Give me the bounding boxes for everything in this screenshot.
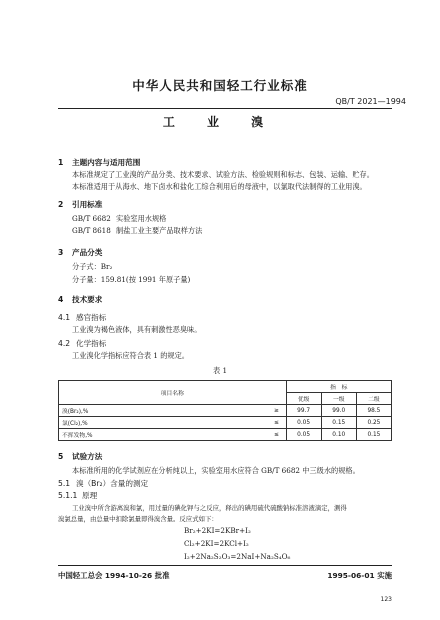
row-operator: ≤ [268,417,287,429]
reaction-equation: I₂+2Na₂S₂O₃=2NaI+Na₂S₄O₆ [184,552,291,561]
document-title: 工 业 溴 [162,115,278,129]
section-number: 4.1 [58,313,71,322]
section-1-heading [58,157,140,168]
section-title: 主题内容与适用范围 [72,158,141,167]
approval-date: 中国轻工总会 1994-10-26 批准 [58,571,170,580]
section-title: 引用标准 [72,200,103,209]
subsection-5-1-heading [58,478,148,489]
row-name: 溴(Br₂),% [59,405,268,417]
table-header-row [59,381,392,393]
section-3-heading [58,247,102,258]
section-number: 3 [58,248,64,257]
cell-value: 0.15 [356,429,391,441]
standard-number: QB/T 2021—1994 [335,97,406,106]
section-title: 原理 [82,491,98,500]
section-title: 试验方法 [72,452,103,461]
row-operator: ≥ [268,405,287,417]
cell-value: 98.5 [356,405,391,417]
reference-name: 实验室用水规格 [116,214,167,223]
cell-value: 0.10 [321,429,356,441]
subsection-4-2-heading [58,338,106,349]
header-grade: 优级 [286,393,321,405]
table-row [59,405,392,417]
subsection-4-1-heading [58,312,106,323]
spec-table [58,380,392,441]
reference-name: 制盐工业主要产品取样方法 [116,226,203,235]
section-number: 4 [58,295,64,304]
reference-item [72,226,202,236]
reference-item [72,214,166,224]
page-number: 123 [380,596,392,603]
reaction-equation: Br₂+2KI=2KBr+I₂ [184,526,251,535]
paragraph: 本标准规定了工业溴的产品分类、技术要求、试验方法、检验规则和标志、包装、运输、贮存。 [72,170,374,179]
cell-value: 0.15 [321,417,356,429]
section-4-heading [58,294,102,305]
molecular-weight: 分子量：159.81(按 1991 年原子量) [72,275,191,284]
implementation-date: 1995-06-01 实施 [327,571,392,580]
row-name: 氯(Cl₂),% [59,417,268,429]
cell-value: 99.7 [286,405,321,417]
section-number: 2 [58,200,64,209]
paragraph: 工业溴中所含游离溴和氯，用过量的碘化钾与之反应，释出的碘用硫代硫酸钠标准溶液滴定，测得 [72,504,347,512]
paragraph: 工业溴为褐色液体，具有刺激性恶臭味。 [72,325,202,334]
header-grade: 二级 [356,393,391,405]
cell-value: 99.0 [321,405,356,417]
section-number: 4.2 [58,339,71,348]
molecular-formula: 分子式：Br₂ [72,262,113,271]
header-item: 项目名称 [59,381,287,405]
table-row [59,417,392,429]
section-title: 溴（Br₂）含量的测定 [76,479,149,488]
cell-value: 0.05 [286,417,321,429]
section-title: 技术要求 [72,295,103,304]
subsection-5-1-1-heading [58,490,97,501]
row-name: 不挥发物,% [59,429,268,441]
section-number: 5 [58,452,64,461]
reference-code: GB/T 6682 [72,214,111,223]
section-number: 5.1.1 [58,491,78,500]
cell-value: 0.05 [286,429,321,441]
section-title: 感官指标 [76,313,107,322]
reaction-equation: Cl₂+2KI=2KCl+I₂ [184,539,249,548]
header-index: 指 标 [286,381,391,393]
section-title: 化学指标 [76,339,107,348]
section-number: 1 [58,158,64,167]
section-number: 5.1 [58,479,71,488]
table-caption: 表 1 [212,366,228,375]
section-2-heading [58,199,102,210]
ministry-title: 中华人民共和国轻工行业标准 [132,78,308,93]
footer-rule [58,565,392,566]
paragraph: 本标准适用于从海水、地下卤水和盐化工综合利用后的母液中，以氯取代法制得的工业用溴。 [72,182,367,191]
row-operator: ≤ [268,429,287,441]
paragraph: 工业溴化学指标应符合表 1 的规定。 [72,351,189,360]
paragraph: 本标准所用的化学试剂应在分析纯以上，实验室用水应符合 GB/T 6682 中三级水的规格。 [72,466,360,475]
paragraph: 溴氯总量，由总量中扣除氯量即得溴含量。反应式如下： [58,515,218,523]
section-5-heading [58,451,102,462]
table-row [59,429,392,441]
reference-code: GB/T 8618 [72,226,111,235]
header-grade: 一级 [321,393,356,405]
cell-value: 0.25 [356,417,391,429]
header-rule [58,108,392,109]
section-title: 产品分类 [72,248,103,257]
